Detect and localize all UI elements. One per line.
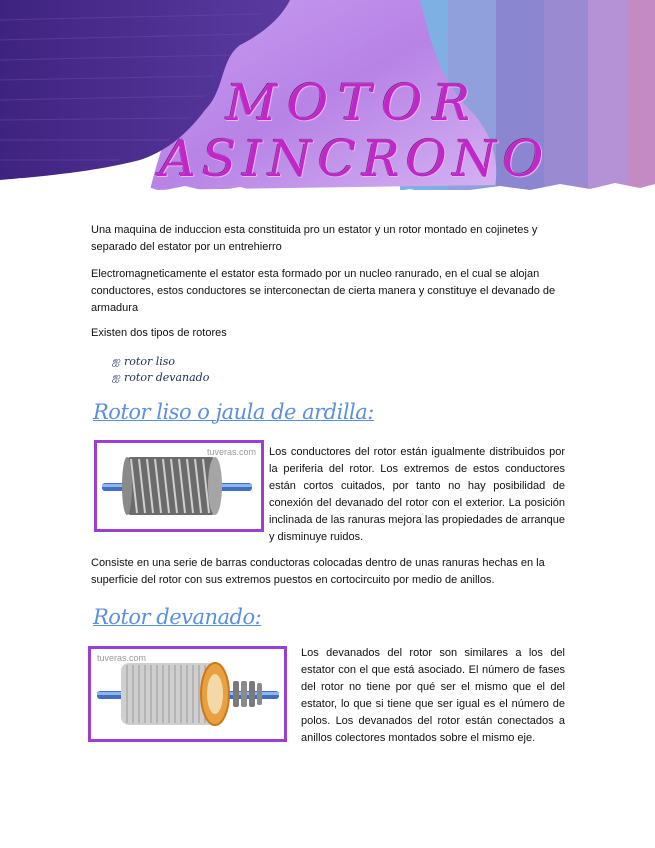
list-item: [112, 354, 209, 370]
list-item-label: rotor devanado: [124, 371, 210, 384]
intro-paragraph-3: Existen dos tipos de rotores: [91, 327, 227, 339]
title-line-motor: MOTOR: [226, 74, 481, 132]
list-item-label: rotor liso: [124, 355, 176, 368]
section-heading-rotor-liso: Rotor liso o jaula de ardilla:: [93, 400, 374, 424]
wound-rotor-image: [88, 646, 287, 742]
header-banner: [0, 0, 655, 200]
bullet-icon: ஐ: [112, 372, 121, 383]
rotor-liso-body: Consiste en una serie de barras conductoras colocadas dentro de unas ranuras hechas en la superficie del rotor con sus extremos puestos en cortocircuito por medio de anillos.: [91, 557, 545, 586]
squirrel-cage-rotor-image: [94, 440, 264, 532]
rotor-liso-description: Los conductores del rotor están igualmente distribuidos por la periferia del rotor. Los extremos de estos conductores están cortos cuitados, por tanto no hay posibilidad de conexión del devanado del rotor con el exterior. La posición inclinada de las ranuras mejora las propiedades de arranque y disminuye ruidos.: [269, 446, 565, 543]
intro-paragraph-1: Una maquina de induccion esta constituida pro un estator y un rotor montado en cojinetes y separado del estator por un entrehierro: [91, 224, 538, 253]
intro-paragraph-2: Electromagneticamente el estator esta formado por un nucleo ranurado, en el cual se alojan conductores, estos conductores se interconectan de cierta manera y constituye el devanado de armadura: [91, 268, 556, 314]
section-heading-rotor-devanado: Rotor devanado:: [93, 605, 262, 629]
image-watermark: tuveras.com: [97, 653, 147, 663]
image-watermark: tuveras.com: [207, 447, 257, 457]
rotor-types-list: [112, 354, 209, 386]
list-item: [112, 370, 209, 386]
bullet-icon: ஐ: [112, 356, 121, 367]
rotor-devanado-description: Los devanados del rotor son similares a los del estator con el que está asociado. El número de fases del rotor no tiene por qué ser el mismo que el del estator, lo que si tiene que ser igual es el número de polos. Los devanados del rotor están conectados a anillos colectores montados sobre el mismo eje.: [301, 647, 565, 744]
title-line-asincrono: ASINCRONO: [160, 130, 550, 188]
